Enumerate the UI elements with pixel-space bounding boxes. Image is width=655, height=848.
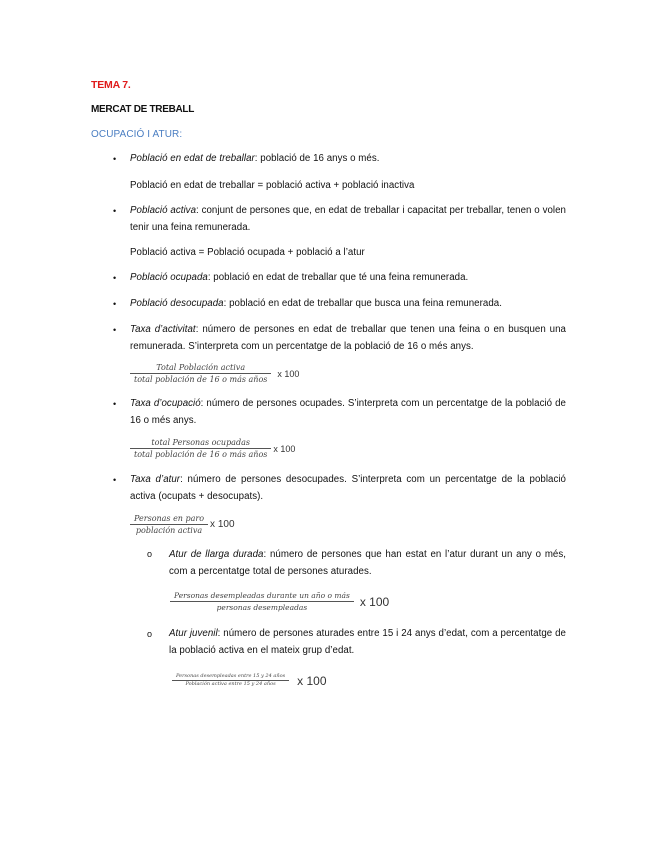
term: Població desocupada [130,298,224,309]
term: Taxa d’atur [130,474,181,485]
denominator: total población de 16 o más años [134,450,268,459]
sub-bullet-marker: o [147,629,153,639]
fraction [130,437,271,460]
denominator: total población de 16 o más años [134,375,268,384]
definition: : població en edat de treballar que té una feina remunerada. [207,272,469,283]
numerator: Personas desempleadas entre 15 y 24 años [176,673,286,679]
item-activitat [130,321,566,355]
term: Població activa [130,205,197,216]
definition: : número de persones desocupades. S’interpreta com un percentatge de la població activa (ocupats + desocupats). [130,474,566,502]
item-atur [130,471,566,505]
definition: : número de persones en edat de treballar que tenen una feina o en busquen una remunerada. S’interpreta com un percentatge de la població de 16 o més anys. [130,324,566,352]
bullet-marker: • [113,299,117,309]
section-heading: MERCAT DE TREBALL [91,104,195,115]
fraction [130,362,271,385]
item-atur-juvenil [169,625,566,659]
numerator: Personas desempleadas durante un año o más [174,591,350,600]
item-ocupada [130,269,570,286]
formula-atur [130,513,235,536]
denominator: personas desempleadas [216,603,308,612]
doc-title: TEMA 7. [91,79,131,91]
item-llarga-durada [169,546,566,580]
bullet-marker: • [113,399,117,409]
formula-activitat [130,362,299,385]
formula-activa: Població activa = Població ocupada + població a l’atur [130,247,365,258]
formula-edat: Població en edat de treballar = població activa + població inactiva [130,180,415,191]
definition: : conjunt de persones que, en edat de treballar i capacitat per treballar, tenen o volen tenir una feina remunerada. [130,205,566,233]
definition: : població en edat de treballar que busca una feina remunerada. [223,298,502,309]
times-100: x 100 [359,594,390,609]
definition: : número de persones que han estat en l’atur durant un any o més, com a percentatge total de persones aturades. [169,549,567,577]
item-edat [130,150,570,167]
bullet-marker: • [113,325,117,335]
item-desocupada [130,295,570,312]
denominator: población activa [135,526,203,535]
term: Població en edat de treballar [130,153,255,164]
times-100: x 100 [297,673,327,688]
denominator: Población activa entre 15 y 24 años [185,681,276,687]
term: Taxa d’ocupació [130,398,201,409]
numerator: Personas en paro [134,514,205,523]
fraction [170,590,354,613]
term: Atur juvenil [169,628,218,639]
fraction [130,513,208,536]
definition: : número de persones aturades entre 15 i 24 anys d’edat, com a percentatge de la població activa en el mateix grup d’edat. [169,628,566,656]
term: Població ocupada [130,272,208,283]
times-100: x 100 [273,443,296,454]
bullet-marker: • [113,475,117,485]
times-100: x 100 [277,368,300,379]
bullet-marker: • [113,206,117,216]
definition: : número de persones ocupades. S’interpreta com un percentatge de la població de 16 o més anys. [130,398,566,426]
term: Atur de llarga durada [169,549,264,560]
formula-llarga-durada [170,590,389,613]
definition: : població de 16 anys o més. [254,153,380,164]
times-100: x 100 [210,519,235,530]
item-ocupacio [130,395,566,429]
sub-bullet-marker: o [147,549,153,559]
subsection-heading: OCUPACIÓ I ATUR: [91,129,183,140]
formula-atur-juvenil [172,673,327,688]
fraction [172,673,289,688]
item-activa [130,202,566,236]
bullet-marker: • [113,154,117,164]
term: Taxa d’activitat [130,324,196,335]
formula-ocupacio [130,437,295,460]
numerator: Total Población activa [156,363,246,372]
bullet-marker: • [113,273,117,283]
numerator: total Personas ocupadas [151,438,250,447]
